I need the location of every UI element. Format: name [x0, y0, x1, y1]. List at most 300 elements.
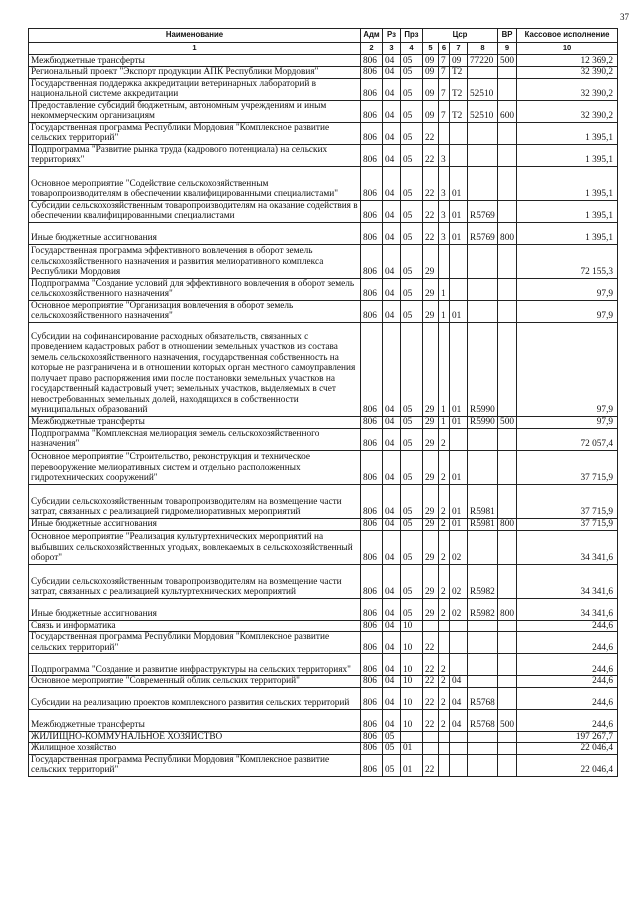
row-rz: 04 — [383, 67, 401, 79]
row-csr-event: 01 — [450, 416, 468, 428]
row-amount: 22 046,4 — [517, 754, 618, 776]
row-amount: 32 390,2 — [517, 100, 618, 122]
row-rz: 04 — [383, 598, 401, 620]
row-amount: 244,6 — [517, 687, 618, 709]
row-rz: 05 — [383, 743, 401, 755]
row-csr-program — [423, 743, 439, 755]
row-vr — [498, 632, 517, 654]
row-adm: 806 — [361, 654, 383, 676]
row-csr-program: 09 — [423, 55, 439, 67]
row-rz: 04 — [383, 55, 401, 67]
row-prz: 05 — [401, 278, 423, 300]
row-vr — [498, 687, 517, 709]
row-amount: 97,9 — [517, 416, 618, 428]
row-csr-event: 04 — [450, 676, 468, 688]
row-amount: 244,6 — [517, 709, 618, 731]
row-csr-subprogram: 2 — [439, 450, 450, 484]
table-row — [29, 166, 618, 200]
row-csr-program: 29 — [423, 416, 439, 428]
row-prz: 05 — [401, 322, 423, 416]
row-amount: 72 155,3 — [517, 244, 618, 278]
row-name: Межбюджетные трансферты — [29, 416, 361, 428]
row-name: Связь и информатика — [29, 620, 361, 632]
row-adm: 806 — [361, 200, 383, 222]
row-csr-direction: R5982 — [468, 564, 498, 598]
row-csr-subprogram — [439, 731, 450, 743]
row-csr-program: 22 — [423, 200, 439, 222]
table-row — [29, 484, 618, 518]
row-vr: 500 — [498, 416, 517, 428]
row-csr-direction — [468, 754, 498, 776]
row-csr-event: Т2 — [450, 100, 468, 122]
table-row — [29, 416, 618, 428]
row-name: Региональный проект "Экспорт продукции АПК Республики Мордовия" — [29, 67, 361, 79]
table-row — [29, 709, 618, 731]
row-name: Иные бюджетные ассигнования — [29, 518, 361, 530]
row-prz: 05 — [401, 100, 423, 122]
row-csr-direction — [468, 530, 498, 564]
table-row — [29, 676, 618, 688]
row-name: Субсидии на реализацию проектов комплексного развития сельских территорий — [29, 687, 361, 709]
row-adm: 806 — [361, 416, 383, 428]
row-csr-subprogram: 2 — [439, 676, 450, 688]
row-prz: 10 — [401, 654, 423, 676]
row-csr-event — [450, 620, 468, 632]
row-rz: 04 — [383, 200, 401, 222]
row-prz: 05 — [401, 484, 423, 518]
row-csr-direction — [468, 122, 498, 144]
table-row — [29, 244, 618, 278]
row-csr-direction: R5768 — [468, 687, 498, 709]
row-rz: 04 — [383, 654, 401, 676]
row-csr-direction: 52510 — [468, 100, 498, 122]
row-name: Подпрограмма "Создание и развитие инфраструктуры на сельских территориях" — [29, 654, 361, 676]
row-vr: 500 — [498, 55, 517, 67]
column-number-row — [29, 43, 618, 55]
row-rz: 04 — [383, 450, 401, 484]
row-vr — [498, 484, 517, 518]
row-csr-event — [450, 122, 468, 144]
row-name: Государственная программа Республики Мордовия "Комплексное развитие сельских территорий" — [29, 754, 361, 776]
row-adm: 806 — [361, 278, 383, 300]
row-vr: 500 — [498, 709, 517, 731]
row-rz: 05 — [383, 731, 401, 743]
row-prz: 05 — [401, 200, 423, 222]
row-vr — [498, 322, 517, 416]
row-amount: 244,6 — [517, 620, 618, 632]
row-adm: 806 — [361, 166, 383, 200]
row-csr-program: 29 — [423, 598, 439, 620]
table-row — [29, 428, 618, 450]
row-csr-subprogram: 3 — [439, 200, 450, 222]
row-csr-subprogram: 2 — [439, 564, 450, 598]
row-amount: 1 395,1 — [517, 122, 618, 144]
row-csr-subprogram: 2 — [439, 530, 450, 564]
row-adm: 806 — [361, 222, 383, 244]
row-adm: 806 — [361, 244, 383, 278]
row-rz: 04 — [383, 144, 401, 166]
row-name: Основное мероприятие "Организация вовлечения в оборот земель сельскохозяйственного назначения" — [29, 300, 361, 322]
row-csr-direction — [468, 654, 498, 676]
row-csr-subprogram: 1 — [439, 300, 450, 322]
row-csr-direction — [468, 244, 498, 278]
row-csr-subprogram: 7 — [439, 67, 450, 79]
header-csr: Цср — [423, 29, 498, 43]
col-number: 8 — [468, 43, 498, 55]
row-csr-direction: R5990 — [468, 416, 498, 428]
row-csr-subprogram: 1 — [439, 322, 450, 416]
table-row — [29, 687, 618, 709]
row-csr-event — [450, 654, 468, 676]
header-prz: Прз — [401, 29, 423, 43]
row-rz: 04 — [383, 620, 401, 632]
header-amount: Кассовое исполнение — [517, 29, 618, 43]
row-csr-subprogram — [439, 620, 450, 632]
row-name: Субсидии сельскохозяйственным товаропроизводителям на возмещение части затрат, связанных с реализацией культуртехнических мероприятий — [29, 564, 361, 598]
row-prz: 01 — [401, 754, 423, 776]
row-csr-subprogram — [439, 743, 450, 755]
row-csr-event: 02 — [450, 598, 468, 620]
row-csr-direction — [468, 428, 498, 450]
row-rz: 04 — [383, 166, 401, 200]
row-amount: 244,6 — [517, 676, 618, 688]
row-amount: 1 395,1 — [517, 200, 618, 222]
row-csr-program: 29 — [423, 322, 439, 416]
row-csr-program: 22 — [423, 687, 439, 709]
row-prz: 05 — [401, 222, 423, 244]
row-csr-direction — [468, 450, 498, 484]
row-csr-subprogram: 3 — [439, 166, 450, 200]
col-number: 3 — [383, 43, 401, 55]
row-adm: 806 — [361, 78, 383, 100]
row-amount: 34 341,6 — [517, 598, 618, 620]
row-adm: 806 — [361, 322, 383, 416]
row-prz: 05 — [401, 122, 423, 144]
row-prz: 01 — [401, 743, 423, 755]
row-prz: 05 — [401, 428, 423, 450]
table-row — [29, 731, 618, 743]
row-amount: 244,6 — [517, 654, 618, 676]
table-row — [29, 620, 618, 632]
row-adm: 806 — [361, 731, 383, 743]
row-prz: 05 — [401, 166, 423, 200]
row-rz: 04 — [383, 709, 401, 731]
row-csr-subprogram: 2 — [439, 709, 450, 731]
row-adm: 806 — [361, 632, 383, 654]
table-row — [29, 300, 618, 322]
row-vr — [498, 166, 517, 200]
row-csr-direction — [468, 676, 498, 688]
row-rz: 04 — [383, 428, 401, 450]
row-name: Государственная программа Республики Мордовия "Комплексное развитие сельских территорий" — [29, 122, 361, 144]
row-csr-subprogram — [439, 754, 450, 776]
row-csr-subprogram: 2 — [439, 598, 450, 620]
row-csr-program: 29 — [423, 518, 439, 530]
row-csr-event — [450, 632, 468, 654]
row-prz: 05 — [401, 55, 423, 67]
table-row — [29, 743, 618, 755]
row-csr-subprogram: 2 — [439, 484, 450, 518]
row-rz: 04 — [383, 416, 401, 428]
row-vr — [498, 428, 517, 450]
row-adm: 806 — [361, 122, 383, 144]
row-adm: 806 — [361, 743, 383, 755]
row-rz: 04 — [383, 78, 401, 100]
row-rz: 04 — [383, 222, 401, 244]
row-vr — [498, 144, 517, 166]
row-amount: 97,9 — [517, 300, 618, 322]
table-row — [29, 598, 618, 620]
row-prz: 05 — [401, 300, 423, 322]
row-amount: 244,6 — [517, 632, 618, 654]
row-csr-event: 01 — [450, 450, 468, 484]
row-amount: 37 715,9 — [517, 484, 618, 518]
col-number: 1 — [29, 43, 361, 55]
header-vr: ВР — [498, 29, 517, 43]
row-csr-subprogram: 7 — [439, 100, 450, 122]
table-row — [29, 222, 618, 244]
row-csr-event: 01 — [450, 222, 468, 244]
row-prz: 05 — [401, 67, 423, 79]
row-csr-event: 04 — [450, 709, 468, 731]
table-row — [29, 530, 618, 564]
row-csr-subprogram: 2 — [439, 518, 450, 530]
table-row — [29, 55, 618, 67]
row-csr-program: 22 — [423, 632, 439, 654]
row-csr-direction: 77220 — [468, 55, 498, 67]
row-csr-program: 29 — [423, 278, 439, 300]
row-csr-program: 22 — [423, 166, 439, 200]
row-rz: 04 — [383, 322, 401, 416]
row-vr — [498, 676, 517, 688]
row-rz: 04 — [383, 122, 401, 144]
row-csr-event: 04 — [450, 687, 468, 709]
row-vr — [498, 754, 517, 776]
row-name: Подпрограмма "Развитие рынка труда (кадрового потенциала) на сельских территориях" — [29, 144, 361, 166]
row-csr-event: Т2 — [450, 78, 468, 100]
table-row — [29, 278, 618, 300]
row-csr-event: Т2 — [450, 67, 468, 79]
row-csr-subprogram: 3 — [439, 222, 450, 244]
row-adm: 806 — [361, 484, 383, 518]
row-adm: 806 — [361, 687, 383, 709]
table-row — [29, 100, 618, 122]
row-name: Иные бюджетные ассигнования — [29, 598, 361, 620]
row-csr-event: 01 — [450, 200, 468, 222]
row-csr-event: 02 — [450, 564, 468, 598]
row-prz: 10 — [401, 687, 423, 709]
row-adm: 806 — [361, 709, 383, 731]
row-csr-program: 22 — [423, 676, 439, 688]
row-csr-subprogram: 1 — [439, 278, 450, 300]
row-csr-event: 09 — [450, 55, 468, 67]
table-row — [29, 144, 618, 166]
row-prz: 05 — [401, 244, 423, 278]
row-vr: 800 — [498, 518, 517, 530]
row-csr-direction: R5981 — [468, 484, 498, 518]
row-csr-direction — [468, 67, 498, 79]
row-csr-direction: 52510 — [468, 78, 498, 100]
row-amount: 37 715,9 — [517, 450, 618, 484]
row-csr-subprogram: 1 — [439, 416, 450, 428]
row-amount: 1 395,1 — [517, 222, 618, 244]
row-vr — [498, 278, 517, 300]
row-adm: 806 — [361, 144, 383, 166]
row-adm: 806 — [361, 564, 383, 598]
table-row — [29, 322, 618, 416]
row-adm: 806 — [361, 100, 383, 122]
header-rz: Рз — [383, 29, 401, 43]
row-amount: 34 341,6 — [517, 564, 618, 598]
row-name: Иные бюджетные ассигнования — [29, 222, 361, 244]
row-csr-program: 22 — [423, 144, 439, 166]
row-prz: 05 — [401, 598, 423, 620]
row-name: Субсидии сельскохозяйственным товаропроизводителям на возмещение части затрат, связанных с реализацией гидромелиоративных мероприятий — [29, 484, 361, 518]
row-rz: 04 — [383, 278, 401, 300]
row-csr-program: 29 — [423, 530, 439, 564]
row-csr-direction — [468, 300, 498, 322]
row-rz: 05 — [383, 754, 401, 776]
row-rz: 04 — [383, 300, 401, 322]
row-name: Межбюджетные трансферты — [29, 55, 361, 67]
row-csr-event — [450, 244, 468, 278]
row-csr-direction: R5769 — [468, 200, 498, 222]
row-name: Подпрограмма "Создание условий для эффективного вовлечения в оборот земель сельскохозяйственного назначения" — [29, 278, 361, 300]
row-prz: 05 — [401, 530, 423, 564]
row-adm: 806 — [361, 754, 383, 776]
row-csr-subprogram — [439, 122, 450, 144]
row-name: Государственная поддержка аккредитации ветеринарных лабораторий в национальной системе аккредитации — [29, 78, 361, 100]
row-adm: 806 — [361, 620, 383, 632]
row-rz: 04 — [383, 518, 401, 530]
row-adm: 806 — [361, 428, 383, 450]
row-vr — [498, 67, 517, 79]
row-name: Жилищное хозяйство — [29, 743, 361, 755]
row-vr — [498, 530, 517, 564]
row-csr-subprogram: 7 — [439, 55, 450, 67]
row-rz: 04 — [383, 632, 401, 654]
col-number: 9 — [498, 43, 517, 55]
row-name: Основное мероприятие "Современный облик сельских территорий" — [29, 676, 361, 688]
row-csr-program: 29 — [423, 244, 439, 278]
col-number: 4 — [401, 43, 423, 55]
row-amount: 97,9 — [517, 322, 618, 416]
row-vr — [498, 300, 517, 322]
row-adm: 806 — [361, 598, 383, 620]
row-csr-direction: R5768 — [468, 709, 498, 731]
row-amount: 22 046,4 — [517, 743, 618, 755]
header-row — [29, 29, 618, 43]
row-csr-event — [450, 754, 468, 776]
row-prz — [401, 731, 423, 743]
row-csr-program — [423, 620, 439, 632]
col-number: 6 — [439, 43, 450, 55]
row-amount: 37 715,9 — [517, 518, 618, 530]
row-csr-event — [450, 144, 468, 166]
row-vr — [498, 78, 517, 100]
row-csr-subprogram — [439, 244, 450, 278]
row-name: Межбюджетные трансферты — [29, 709, 361, 731]
row-prz: 05 — [401, 450, 423, 484]
row-csr-subprogram: 7 — [439, 78, 450, 100]
row-vr — [498, 200, 517, 222]
col-number: 7 — [450, 43, 468, 55]
row-csr-program: 22 — [423, 709, 439, 731]
row-amount: 197 267,7 — [517, 731, 618, 743]
row-csr-direction — [468, 743, 498, 755]
row-rz: 04 — [383, 484, 401, 518]
row-csr-event: 02 — [450, 530, 468, 564]
table-row — [29, 564, 618, 598]
row-rz: 04 — [383, 530, 401, 564]
table-row — [29, 518, 618, 530]
row-vr: 600 — [498, 100, 517, 122]
table-row — [29, 67, 618, 79]
row-prz: 10 — [401, 620, 423, 632]
row-amount: 32 390,2 — [517, 67, 618, 79]
row-name: Субсидии на софинансирование расходных обязательств, связанных с проведением кадастровых работ в отношении земельных участков из состава земель сельскохозяйственного назначения, государственная собственность на которые не разграничена и в отношении которых орган местного самоуправления получает право распоряжения ими после постановки земельных участков на государственный кадастровый учет; земельных участков, выделяемых в счет невостребованных земельных долей, находящихся в собственности муниципальных образований — [29, 322, 361, 416]
table-row — [29, 450, 618, 484]
row-csr-program: 29 — [423, 484, 439, 518]
row-amount: 97,9 — [517, 278, 618, 300]
row-amount: 12 369,2 — [517, 55, 618, 67]
row-vr — [498, 620, 517, 632]
row-csr-program: 22 — [423, 754, 439, 776]
row-csr-program: 22 — [423, 654, 439, 676]
row-rz: 04 — [383, 676, 401, 688]
budget-table — [28, 28, 618, 777]
row-vr — [498, 731, 517, 743]
row-csr-event: 01 — [450, 518, 468, 530]
row-csr-event — [450, 731, 468, 743]
row-prz: 05 — [401, 144, 423, 166]
row-name: Субсидии сельскохозяйственным товаропроизводителям на оказание содействия в обеспечении квалифицированными специалистами — [29, 200, 361, 222]
row-csr-program: 09 — [423, 78, 439, 100]
table-row — [29, 78, 618, 100]
row-rz: 04 — [383, 100, 401, 122]
row-prz: 10 — [401, 632, 423, 654]
row-prz: 05 — [401, 518, 423, 530]
col-number: 2 — [361, 43, 383, 55]
row-csr-program: 29 — [423, 300, 439, 322]
row-name: Основное мероприятие "Строительство, реконструкция и техническое перевооружение мелиоративных систем и отдельно расположенных гидротехнических сооружений" — [29, 450, 361, 484]
table-row — [29, 200, 618, 222]
row-csr-event: 01 — [450, 300, 468, 322]
row-prz: 10 — [401, 709, 423, 731]
row-name: Предоставление субсидий бюджетным, автономным учреждениям и иным некоммерческим организациям — [29, 100, 361, 122]
row-name: Основное мероприятие "Содействие сельскохозяйственным товаропроизводителям в обеспечении квалифицированными специалистами" — [29, 166, 361, 200]
row-amount: 1 395,1 — [517, 166, 618, 200]
row-adm: 806 — [361, 55, 383, 67]
col-number: 10 — [517, 43, 618, 55]
table-row — [29, 654, 618, 676]
row-name: Основное мероприятие "Реализация культуртехнических мероприятий на выбывших сельскохозяйственных угодьях, вовлекаемых в сельскохозяйственный оборот" — [29, 530, 361, 564]
row-adm: 806 — [361, 676, 383, 688]
row-prz: 05 — [401, 564, 423, 598]
table-row — [29, 632, 618, 654]
row-csr-event — [450, 278, 468, 300]
header-name: Наименование — [29, 29, 361, 43]
row-csr-direction — [468, 620, 498, 632]
table-row — [29, 122, 618, 144]
row-adm: 806 — [361, 67, 383, 79]
row-amount: 34 341,6 — [517, 530, 618, 564]
row-vr — [498, 122, 517, 144]
row-csr-event: 01 — [450, 484, 468, 518]
row-csr-direction — [468, 731, 498, 743]
row-csr-direction: R5769 — [468, 222, 498, 244]
row-vr — [498, 244, 517, 278]
